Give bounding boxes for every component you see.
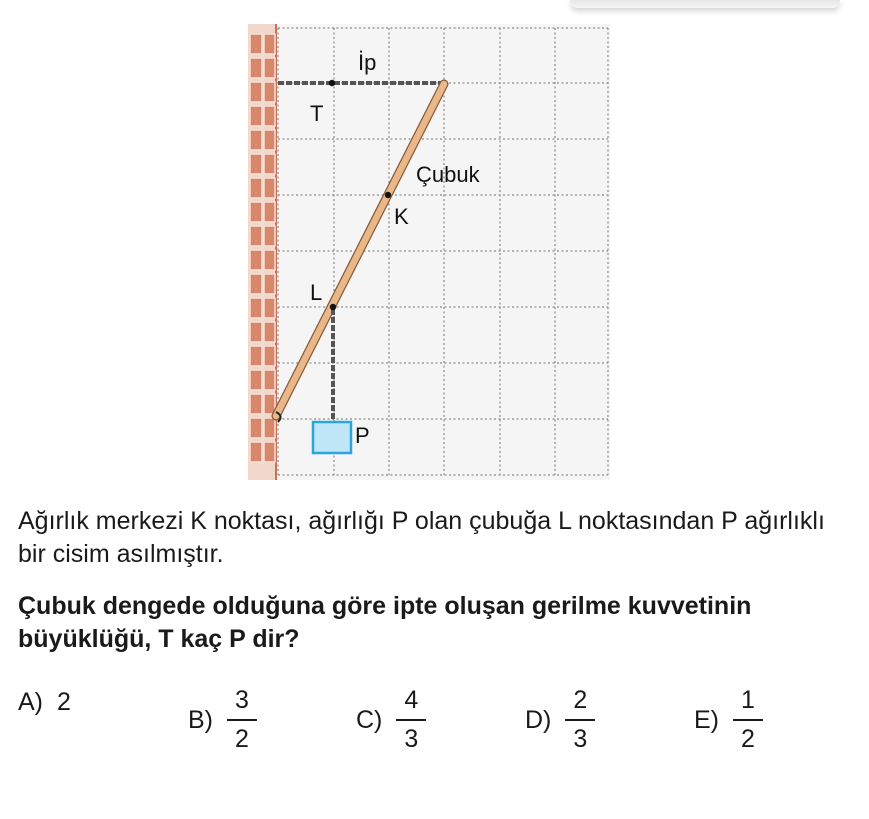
- point-l: [330, 304, 336, 310]
- rod-label: Çubuk: [416, 162, 480, 187]
- option-d-label: D): [525, 705, 552, 734]
- center-label: K: [394, 204, 409, 229]
- problem-statement: Ağırlık merkezi K noktası, ağırlığı P olan çubuğa L noktasından P ağırlıklı bir cisim asılmıştır.: [18, 507, 825, 568]
- top-shadow-decoration: [570, 0, 840, 8]
- option-e-numerator: 1: [741, 686, 755, 714]
- hang-label: L: [310, 280, 323, 305]
- tension-label: T: [310, 101, 324, 126]
- brick-wall: [248, 24, 276, 480]
- option-c[interactable]: [356, 688, 426, 752]
- option-e[interactable]: [694, 688, 763, 752]
- option-c-numerator: 4: [404, 686, 419, 714]
- option-d-numerator: 2: [573, 686, 588, 714]
- option-a[interactable]: [18, 688, 71, 717]
- option-c-fraction: [396, 688, 426, 752]
- option-b-label: B): [188, 705, 213, 734]
- option-a-label: A): [18, 688, 43, 716]
- point-t: [329, 80, 335, 86]
- point-k: [385, 192, 391, 198]
- option-c-label: C): [356, 705, 383, 734]
- weight-label: P: [355, 423, 370, 448]
- option-e-label: E): [694, 705, 719, 734]
- option-b-fraction: [227, 688, 257, 752]
- option-d[interactable]: [525, 688, 595, 752]
- rope-label: İp: [358, 50, 377, 75]
- option-d-denominator: 3: [565, 719, 595, 752]
- option-a-value: 2: [57, 688, 71, 716]
- option-e-fraction: [733, 688, 763, 752]
- physics-figure: [248, 24, 610, 480]
- option-d-fraction: [565, 688, 595, 752]
- problem-question: Çubuk dengede olduğuna göre ipte oluşan gerilme kuvvetinin büyüklüğü, T kaç P dir?: [18, 592, 752, 653]
- option-b[interactable]: [188, 688, 257, 752]
- weight-block: [313, 422, 351, 453]
- option-e-denominator: 2: [733, 719, 763, 752]
- option-c-denominator: 3: [396, 719, 426, 752]
- option-b-denominator: 2: [227, 719, 257, 752]
- option-b-numerator: 3: [235, 686, 249, 714]
